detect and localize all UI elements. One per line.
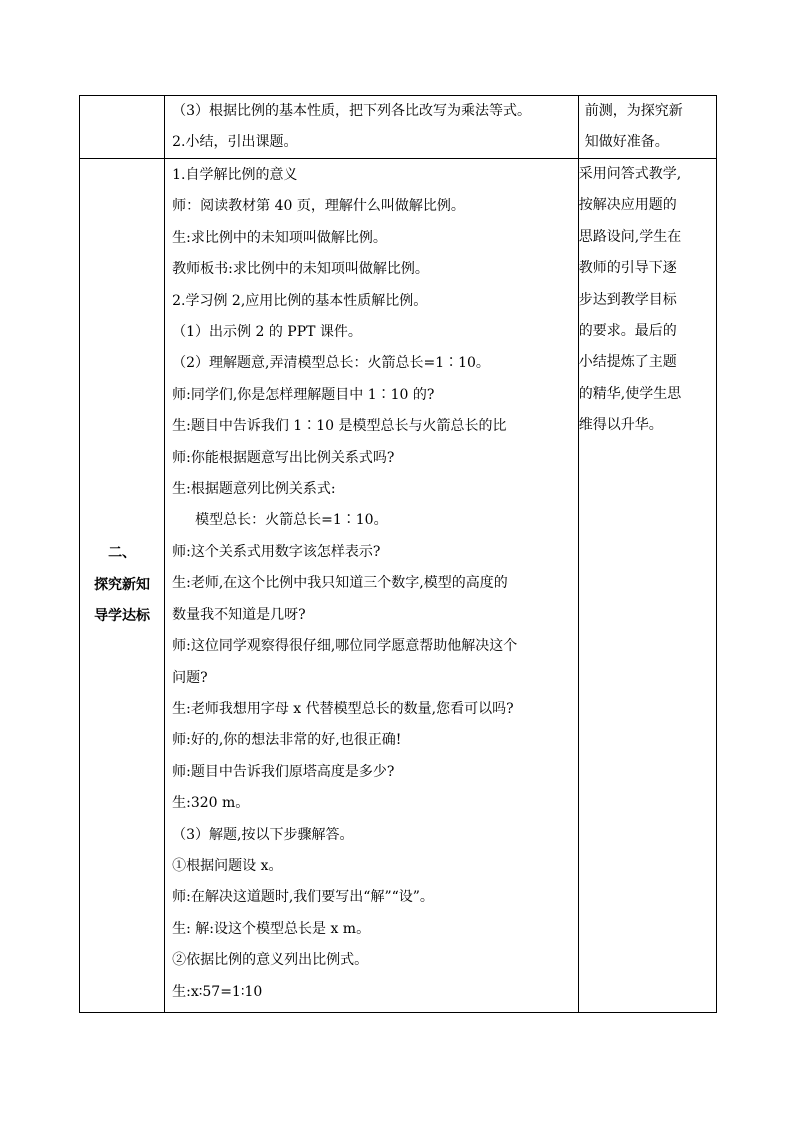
- note-line: 教师的引导下逐: [578, 260, 677, 277]
- text-line: 师:好的,你的想法非常的好,也很正确!: [172, 732, 402, 749]
- note-line: 前测，为探究新: [584, 103, 683, 119]
- text-line: 2.小结，引出课题。: [172, 134, 298, 150]
- text-line: （3）解题,按以下步骤解答。: [172, 826, 354, 843]
- text-line: 师:同学们,你是怎样理解题目中 1∶10 的?: [172, 386, 435, 403]
- text-line: （2）理解题意,弄清模型总长：火箭总长=1∶10。: [172, 355, 490, 372]
- note-line: 维得以升华。: [578, 417, 663, 434]
- stage-title-line: 探究新知: [94, 576, 151, 593]
- activity-cell: [165, 159, 579, 1013]
- note-line: 按解决应用题的: [578, 197, 677, 214]
- text-line: （3）根据比例的基本性质，把下列各比改写为乘法等式。: [172, 103, 532, 119]
- stage-number: 二、: [108, 545, 137, 562]
- text-line: 师:这位同学观察得很仔细,哪位同学愿意帮助他解决这个: [172, 638, 518, 655]
- text-line: 1.自学解比例的意义: [172, 167, 298, 183]
- text-line: 生:根据题意列比例关系式:: [172, 481, 336, 498]
- text-line: 师:你能根据题意写出比例关系式吗?: [172, 449, 395, 466]
- stage-title-line: 导学达标: [94, 608, 151, 625]
- text-line: 问题?: [172, 669, 208, 686]
- text-line: （1）出示例 2 的 PPT 课件。: [172, 324, 362, 341]
- text-line: 教师板书:求比例中的未知项叫做解比例。: [172, 261, 429, 278]
- activity-cell: [165, 96, 579, 159]
- stage-label: [80, 159, 165, 1013]
- note-line: 的精华,使学生思: [578, 385, 682, 402]
- text-line: 生:求比例中的未知项叫做解比例。: [172, 229, 387, 246]
- note-line: 步达到教学目标: [578, 291, 677, 308]
- note-line: 的要求。最后的: [578, 323, 677, 340]
- table-row: [80, 96, 717, 159]
- text-line: 师:在解决这道题时,我们要写出“解”“设”。: [172, 889, 434, 906]
- row-label-empty: [80, 96, 165, 159]
- text-line: 生:x∶57=1∶10: [172, 983, 263, 1000]
- note-line: 采用问答式教学,: [578, 166, 682, 182]
- note-line: 小结提炼了主题: [578, 354, 677, 371]
- intent-cell: [578, 96, 716, 159]
- text-line: 2.学习例 2,应用比例的基本性质解比例。: [172, 292, 428, 309]
- text-line: 师:这个关系式用数字该怎样表示?: [172, 543, 381, 560]
- text-line: 生:题目中告诉我们 1∶10 是模型总长与火箭总长的比: [172, 418, 507, 435]
- text-line: 师:题目中告诉我们原塔高度是多少?: [172, 763, 395, 780]
- text-line: 生: 解:设这个模型总长是 x m。: [172, 920, 371, 937]
- text-line: 生:老师,在这个比例中我只知道三个数字,模型的高度的: [172, 575, 508, 592]
- text-line: 模型总长：火箭总长=1∶10。: [195, 512, 388, 529]
- text-line: 师：阅读教材第 40 页，理解什么叫做解比例。: [172, 198, 465, 215]
- note-line: 思路设问,学生在: [578, 228, 682, 245]
- table-row: [80, 159, 717, 1013]
- lesson-plan-table: [79, 95, 717, 1013]
- text-line: 生:320 m。: [172, 795, 250, 812]
- text-line: ①根据问题设 x。: [172, 857, 283, 874]
- text-line: 生:老师我想用字母 x 代替模型总长的数量,您看可以吗?: [172, 700, 514, 717]
- note-line: 知做好准备。: [584, 134, 669, 150]
- intent-cell: [578, 159, 716, 1013]
- text-line: 数量我不知道是几呀?: [172, 606, 306, 623]
- text-line: ②依据比例的意义列出比例式。: [172, 952, 369, 969]
